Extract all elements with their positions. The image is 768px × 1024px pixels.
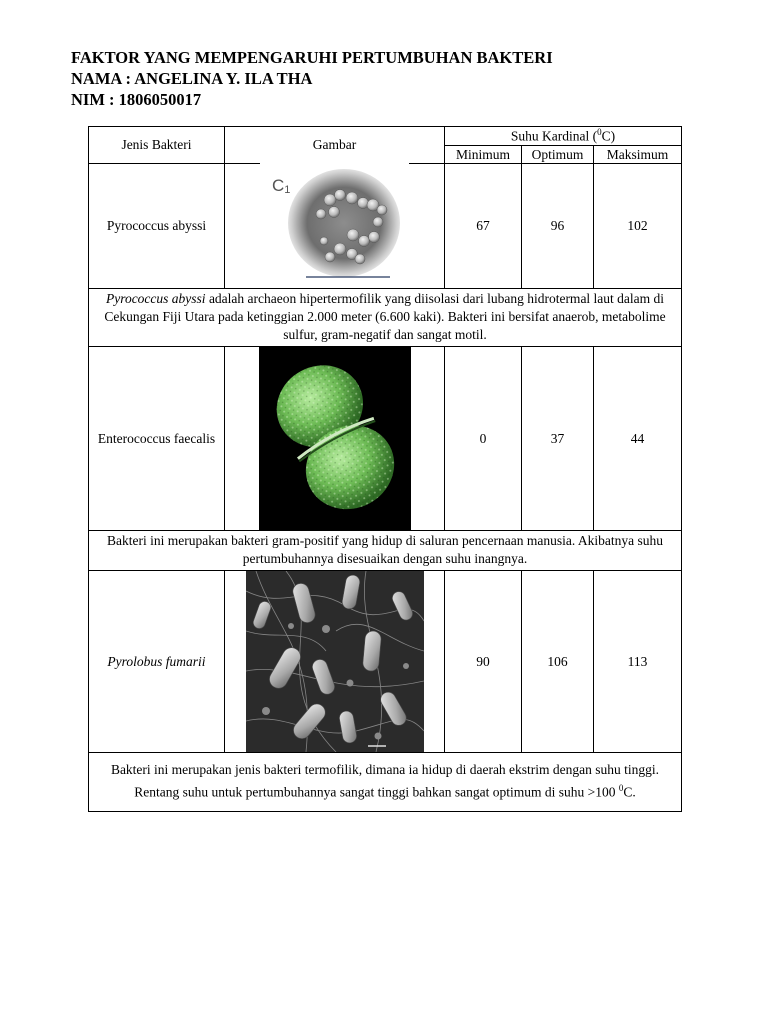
temp-optimum: 96 — [522, 164, 594, 289]
header-jenis-bakteri: Jenis Bakteri — [89, 127, 225, 164]
temp-maksimum: 102 — [594, 164, 682, 289]
temp-minimum: 67 — [445, 164, 522, 289]
table-row — [89, 347, 682, 531]
table-row — [89, 571, 682, 753]
student-name: NAMA : ANGELINA Y. ILA THA — [71, 69, 313, 88]
header-suhu-suffix: C) — [601, 128, 616, 144]
bacteria-name: Pyrococcus abyssi — [89, 164, 225, 289]
header-minimum: Minimum — [445, 146, 522, 164]
header-gambar — [225, 127, 445, 164]
document-heading — [71, 47, 553, 110]
header-suhu-prefix: Suhu Kardinal ( — [510, 128, 598, 144]
document-title: FAKTOR YANG MEMPENGARUHI PERTUMBUHAN BAKTERI — [71, 48, 553, 67]
table-row-description — [89, 289, 682, 347]
description-sup: 0 — [618, 783, 624, 794]
description-suffix: C. — [623, 784, 636, 800]
pyrolobus-micrograph-icon — [246, 571, 424, 752]
bacteria-description — [89, 753, 682, 812]
header-suhu-sup: 0 — [597, 127, 602, 138]
table-row-description — [89, 753, 682, 812]
header-suhu-kardinal — [445, 127, 682, 146]
header-maksimum: Maksimum — [594, 146, 682, 164]
temp-optimum: 37 — [522, 347, 594, 531]
temp-minimum: 90 — [445, 571, 522, 753]
description-text: Bakteri ini merupakan jenis bakteri termofilik, dimana ia hidup di daerah ekstrim dengan suhu tinggi. Rentang suhu untuk pertumbuhannya sangat tinggi bahkan sangat optimum di suhu >100 — [110, 762, 660, 800]
bacteria-description: Bakteri ini merupakan bakteri gram-positif yang hidup di saluran pencernaan manusia. Akibatnya suhu pertumbuhannya disesuaikan dengan suhu inangnya. — [89, 531, 682, 571]
temp-optimum: 106 — [522, 571, 594, 753]
bacteria-description — [89, 289, 682, 347]
description-text: adalah archaeon hipertermofilik yang diisolasi dari lubang hidrotermal laut dalam di Cekungan Fiji Utara pada ketinggian 2.000 meter (6.600 kaki). Bakteri ini bersifat anaerob, metabolime sulfur, gram-negatif dan sangat motil. — [104, 291, 666, 342]
header-gambar-label: Gambar — [312, 137, 357, 152]
header-optimum: Optimum — [522, 146, 594, 164]
pyrococcus-micrograph-icon — [260, 167, 410, 285]
enterococcus-micrograph-icon — [259, 347, 411, 530]
table-row-description — [89, 531, 682, 571]
bacteria-image-pyrococcus — [225, 164, 445, 289]
temp-maksimum: 113 — [594, 571, 682, 753]
description-species-name: Pyrococcus abyssi — [105, 291, 206, 306]
table-row — [89, 164, 682, 289]
temp-minimum: 0 — [445, 347, 522, 531]
student-nim: NIM : 1806050017 — [71, 90, 202, 109]
temp-maksimum: 44 — [594, 347, 682, 531]
bacteria-image-pyrolobus — [225, 571, 445, 753]
bacteria-name: Enterococcus faecalis — [89, 347, 225, 531]
bacteria-image-enterococcus — [225, 347, 445, 531]
image-label-c1: C1 — [271, 176, 290, 196]
bacteria-table — [88, 126, 682, 812]
bacteria-name: Pyrolobus fumarii — [89, 571, 225, 753]
